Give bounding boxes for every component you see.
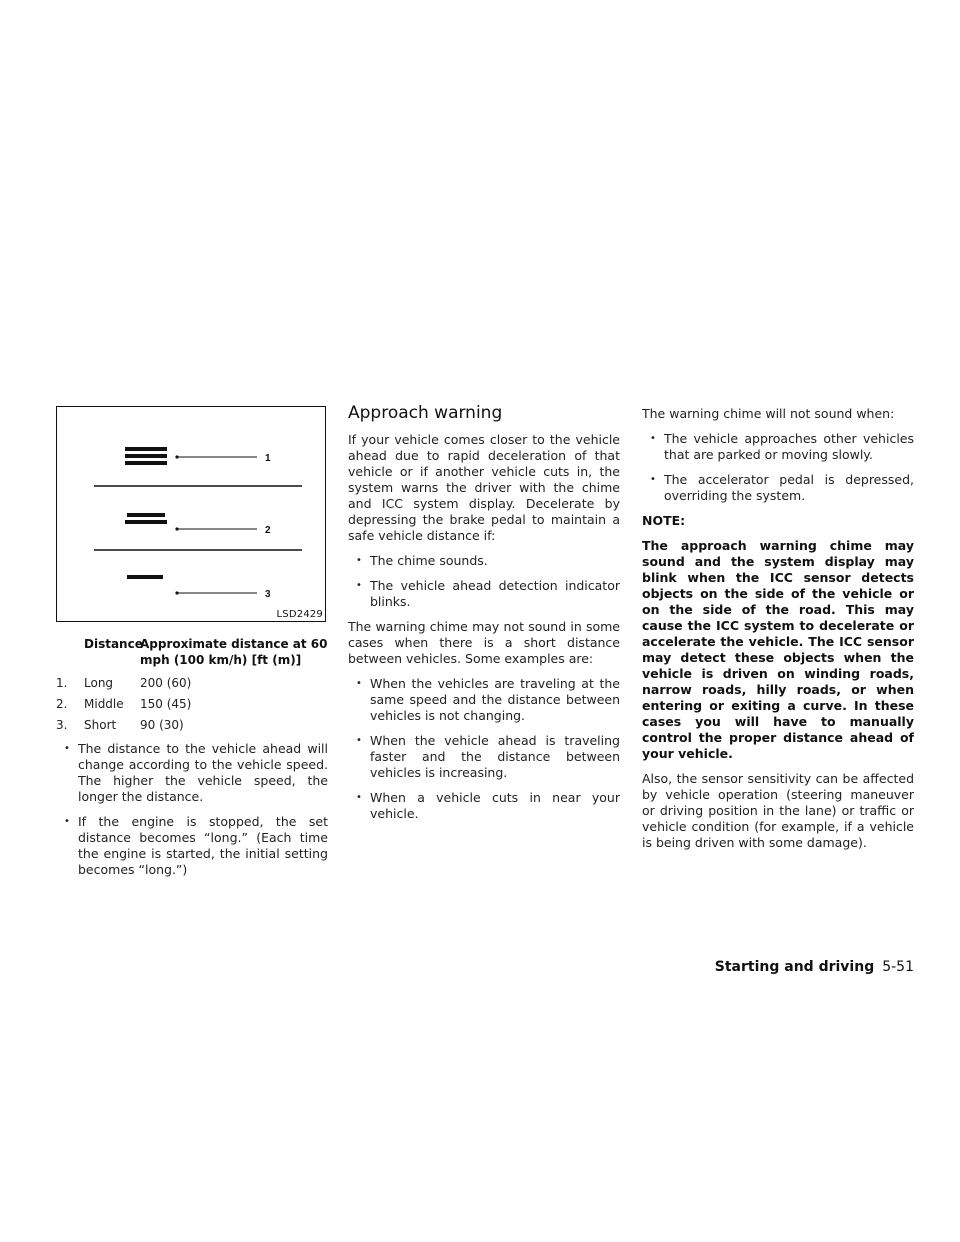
row-value: 90 (30) [140,718,184,732]
row-number: 2. [56,697,68,711]
callout-label-2: 2 [265,525,271,536]
will-not-sound-text: The warning chime will not sound when: [642,406,895,421]
list-item: • The accelerator pedal is depressed, overriding the system. [642,472,914,504]
list-item: • When the vehicle ahead is traveling faster and the distance between vehicles is increasing. [348,733,620,781]
table-row [56,675,330,691]
note-text: The approach warning chime may sound and the system display may blink when the ICC sensor detects objects on the side of the vehicle or on the side of the road. This may cause the ICC system to decelerate or accelerate the vehicle. The ICC sensor may detect these objects when the vehicle is driven on winding roads, narrow roads, hilly roads, or when entering or exiting a curve. In these cases you will have to manually control the proper distance ahead of your vehicle. [642,538,914,761]
table-row [56,717,330,733]
distance-table [56,636,330,733]
header-distance: Distance [84,637,143,651]
distance-bars-middle [125,513,167,524]
row-label: Middle [84,697,124,711]
list-item: • The chime sounds. [348,553,620,569]
page-footer [715,959,914,975]
header-approximate: Approximate distance at 60 mph (100 km/h) [ft (m)] [140,637,328,667]
callout-label-1: 1 [265,453,271,464]
list-item: • When the vehicles are traveling at the same speed and the distance between vehicles is not changing. [348,676,620,724]
list-item: • The vehicle approaches other vehicles that are parked or moving slowly. [642,431,914,463]
row-label: Long [84,676,114,690]
distance-diagram [57,407,325,621]
list-item: • When a vehicle cuts in near your vehicle. [348,790,620,822]
distance-table-header [56,636,330,668]
distance-bars-long [125,447,167,465]
will-not-sound-list [642,431,914,504]
distance-bars-short [127,575,163,579]
list-item: • If the engine is stopped, the set distance becomes “long.” (Each time the engine is started, the initial setting becomes “long.”) [56,814,328,878]
approach-intro: If your vehicle comes closer to the vehicle ahead due to rapid deceleration of that vehicle or if another vehicle cuts in, the system warns the driver with the chime and ICC system display. Decelerate by depressing the brake pedal to maintain a safe vehicle distance if: [348,432,620,543]
page-number: 5-51 [882,959,914,975]
row-number: 1. [56,676,68,690]
distance-notes-list [56,741,328,887]
figure-code: LSD2429 [276,609,323,620]
callout-label-3: 3 [265,589,271,600]
approach-intro-list [348,553,620,610]
may-not-sound-text: The warning chime may not sound in some cases when there is a short distance between vehicles. Some examples are: [348,619,620,666]
footer-section-title: Starting and driving [714,959,875,975]
list-item: • The distance to the vehicle ahead will change according to the vehicle speed. The higher the vehicle speed, the longer the distance. [56,741,328,805]
distance-figure [56,406,326,622]
row-number: 3. [56,718,68,732]
row-label: Short [84,718,117,732]
may-not-sound-list [348,676,620,822]
row-value: 200 (60) [140,676,192,690]
note-label: NOTE: [642,513,686,528]
table-row [56,696,330,712]
section-heading: Approach warning [348,403,503,423]
sensitivity-text: Also, the sensor sensitivity can be affected by vehicle operation (steering maneuver or driving position in the lane) or traffic or vehicle condition (for example, if a vehicle is being driven with some damage). [642,771,914,850]
row-value: 150 (45) [140,697,192,711]
list-item: • The vehicle ahead detection indicator blinks. [348,578,620,610]
